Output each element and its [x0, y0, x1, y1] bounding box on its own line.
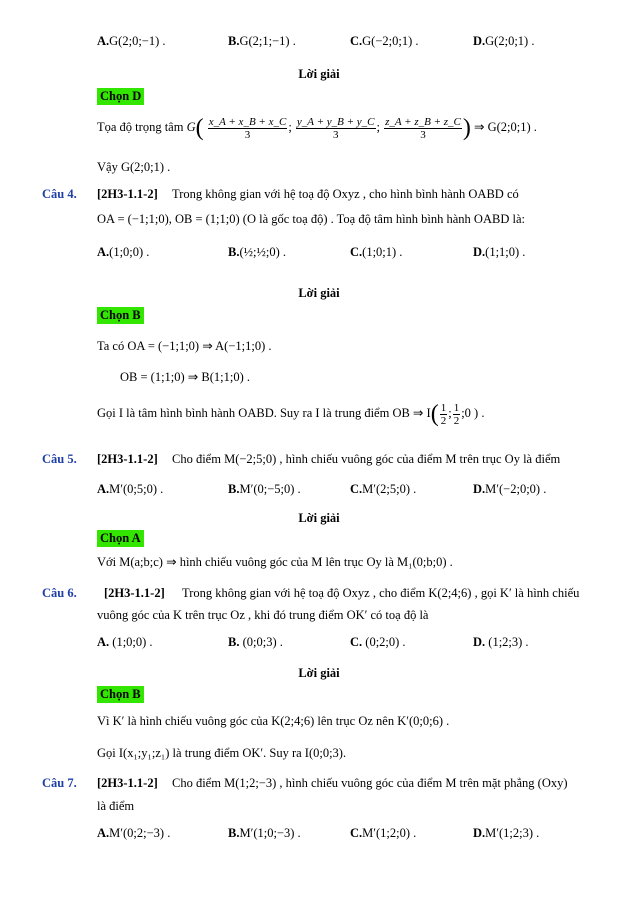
question-text: vuông góc của K trên trục Oz , khi đó trung điểm OK′ có toạ độ là — [97, 608, 429, 622]
centroid-symbol: G — [186, 120, 196, 134]
right-paren: ) — [462, 115, 471, 142]
solution-title: Lời giải — [298, 511, 340, 525]
option-text: G(2;1;−1) . — [239, 34, 296, 48]
solution-title: Lời giải — [298, 286, 340, 300]
question-text: OA = (−1;1;0), OB = (1;1;0) (O là gốc toạ độ) . Toạ độ tâm hình bình hành OABD là: — [97, 212, 525, 226]
left-paren: ( — [195, 115, 204, 142]
question-text: Cho điểm M(−2;5;0) , hình chiếu vuông góc của điểm M trên trục Oy là điểm — [172, 452, 561, 466]
option-d — [473, 34, 534, 49]
option-letter: D. — [473, 34, 486, 48]
option-text: G(2;0;−1) . — [109, 34, 166, 48]
question-code: [2H3-1.1-2] — [97, 452, 158, 466]
centroid-line: Tọa độ trọng tâm G( $\frac{x\_A + x\_B + x\_C}{3}$ ; $\frac{y\_A + y\_B + y\_C}{3}$ ; $\frac{z\_A + z\_B + z\_C}{3}$ ) ⇒ G(2;0;1) . — [97, 115, 537, 142]
question-label: Câu 5. — [42, 452, 77, 466]
option-d: D. (1;2;3) . — [473, 635, 529, 649]
question-label: Câu 7. — [42, 776, 77, 790]
fraction-z: $\frac{z\_A + z\_B + z\_C}{3}$ — [385, 115, 461, 141]
solution-title: Lời giải — [298, 67, 340, 81]
option-a — [97, 34, 166, 49]
fraction-y: $\frac{y\_A + y\_B + y\_C}{3}$ — [296, 115, 375, 141]
centroid-result: ⇒ G(2;0;1) . — [474, 120, 537, 134]
question-text: là điểm — [97, 799, 135, 813]
solution-line: Gọi I là tâm hình bình hành OABD. Suy ra I là trung điểm OB ⇒ I( $\frac{1}{2}$ ; $\frac{1}{2}$ ;0 ) . — [97, 401, 485, 428]
chon-badge: Chọn B — [97, 307, 144, 324]
question-text: Cho điểm M(1;2;−3) , hình chiếu vuông góc của điểm M trên mặt phẳng (Oxy) — [172, 776, 568, 790]
question-label: Câu 6. — [42, 586, 77, 600]
question-code: [2H3-1.1-2] — [97, 776, 158, 790]
option-c — [350, 34, 419, 49]
fraction-x: $\frac{x\_A + x\_B + x\_C}{3}$ — [208, 115, 287, 141]
option-letter: A. — [97, 34, 110, 48]
question-text: Trong không gian với hệ toạ độ Oxyz , cho điểm K(2;4;6) , gọi K′ là hình chiếu — [182, 586, 580, 600]
solution-title: Lời giải — [298, 666, 340, 680]
option-c: C. (0;2;0) . — [350, 635, 406, 649]
option-letter: C. — [350, 34, 363, 48]
solution-line: Gọi I(x₁;y₁;z₁) là trung điểm OK′. Suy ra I(0;0;3). — [97, 746, 347, 760]
chon-badge: Chọn D — [97, 88, 144, 105]
option-b: B.(½;½;0) . — [228, 245, 286, 259]
question-code: [2H3-1.1-2] — [104, 586, 165, 600]
solution-line: Ta có OA = (−1;1;0) ⇒ A(−1;1;0) . — [97, 339, 272, 353]
option-a: A.(1;0;0) . — [97, 245, 150, 259]
option-c: C.M′(1;2;0) . — [350, 826, 417, 840]
question-code: [2H3-1.1-2] — [97, 187, 158, 201]
solution-line: Vì K′ là hình chiếu vuông góc của K(2;4;6) lên trục Oz nên K′(0;0;6) . — [97, 714, 450, 728]
question-text: Trong không gian với hệ toạ độ Oxyz , cho hình bình hành OABD có — [172, 187, 519, 201]
centroid-prefix: Tọa độ trọng tâm — [97, 120, 184, 134]
solution-line: Với M(a;b;c) ⇒ hình chiếu vuông góc của M lên trục Oy là M₁(0;b;0) . — [97, 555, 453, 569]
option-a: A. (1;0;0) . — [97, 635, 153, 649]
chon-badge: Chọn A — [97, 530, 144, 547]
option-d: D.(1;1;0) . — [473, 245, 526, 259]
option-a: A.M′(0;5;0) . — [97, 482, 164, 496]
question-label: Câu 4. — [42, 187, 77, 201]
option-d: D.M′(−2;0;0) . — [473, 482, 547, 496]
option-text: G(2;0;1) . — [485, 34, 535, 48]
chon-badge: Chọn B — [97, 686, 144, 703]
option-c: C.(1;0;1) . — [350, 245, 403, 259]
option-letter: B. — [228, 34, 240, 48]
option-text: G(−2;0;1) . — [362, 34, 419, 48]
solution-line: OB = (1;1;0) ⇒ B(1;1;0) . — [120, 370, 251, 384]
conclusion-line: Vậy G(2;0;1) . — [97, 160, 171, 174]
option-b: B.M′(1;0;−3) . — [228, 826, 301, 840]
option-a: A.M′(0;2;−3) . — [97, 826, 171, 840]
option-b: B.M′(0;−5;0) . — [228, 482, 301, 496]
option-c: C.M′(2;5;0) . — [350, 482, 417, 496]
option-b — [228, 34, 296, 49]
option-d: D.M′(1;2;3) . — [473, 826, 540, 840]
option-b: B. (0;0;3) . — [228, 635, 283, 649]
